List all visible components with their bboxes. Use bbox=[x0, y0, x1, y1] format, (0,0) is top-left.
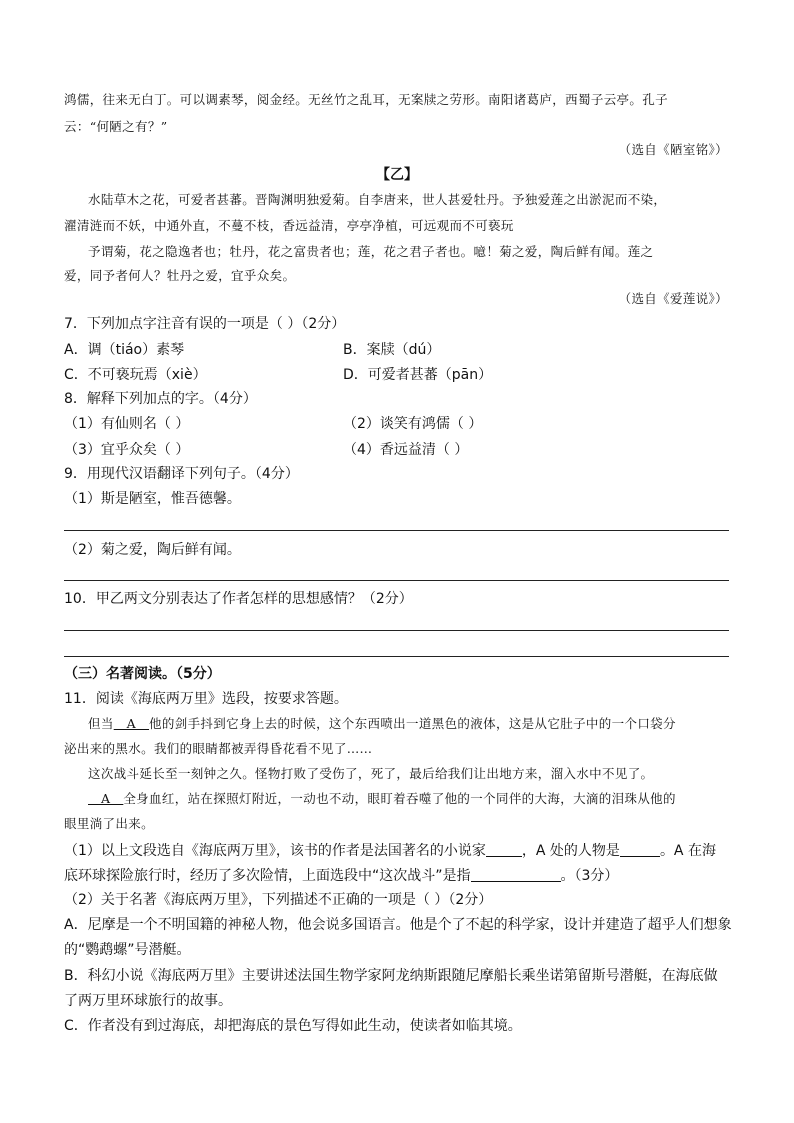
q11-excerpt-p3 bbox=[88, 793, 676, 806]
q8-item-1: （1）有仙则名（ ） bbox=[64, 416, 190, 432]
q9-item-1: （1）斯是陋室，惟吾德馨。 bbox=[64, 491, 241, 507]
q11-excerpt-p2: 这次战斗延长至一刻钟之久。怪物打败了受伤了，死了，最后给我们让出地方来，溜入水中不见了。 bbox=[88, 766, 654, 781]
q11-sub1-text-c: 。A 在海 bbox=[659, 843, 716, 859]
q11-excerpt-blank-a-1: A bbox=[113, 716, 150, 731]
q9-answer-line-1[interactable] bbox=[64, 530, 729, 531]
q11-option-b-line1: B．科幻小说《海底两万里》主要讲述法国生物学家阿龙纳斯跟随尼摩船长乘坐诺第留斯号潜艇，在海底做 bbox=[64, 968, 718, 984]
person-a-blank[interactable] bbox=[620, 842, 660, 857]
yi-line-3: 予谓菊，花之隐逸者也；牡丹，花之富贵者也；莲，花之君子者也。噫！菊之爱，陶后鲜有闻。莲之 bbox=[88, 244, 654, 259]
q11-excerpt-p1-post: 他的剑手抖到它身上去的时候，这个东西喷出一道黑色的液体，这是从它肚子中的一个口袋分 bbox=[149, 716, 676, 731]
jia-source: （选自《陋室铭》） bbox=[618, 142, 728, 157]
q11-excerpt-p1-line2: 泌出来的黑水。我们的眼睛都被弄得昏花看不见了…… bbox=[64, 741, 373, 756]
yi-line-2: 濯清涟而不妖，中通外直，不蔓不枝，香远益清，亭亭净植，可远观而不可亵玩 bbox=[64, 218, 514, 233]
q11-sub1-text-e: 。（3分） bbox=[560, 868, 619, 884]
q8-item-3: （3）宜乎众矣（ ） bbox=[64, 442, 190, 458]
q9-item-2: （2）菊之爱，陶后鲜有闻。 bbox=[64, 542, 241, 558]
q8-item-4: （4）香远益清（ ） bbox=[343, 442, 469, 458]
q11-option-a-line2: 的“鹦鹉螺”号潜艇。 bbox=[64, 942, 191, 958]
q11-option-b-line2: 了两万里环球旅行的故事。 bbox=[64, 993, 232, 1009]
jia-line-2: 云：“何陋之有？” bbox=[64, 119, 168, 134]
q7-option-b: B．案牍（dú） bbox=[343, 342, 441, 358]
q11-sub1-line1 bbox=[64, 842, 716, 858]
yi-line-1: 水陆草木之花，可爱者甚蕃。晋陶渊明独爱菊。自李唐来，世人甚爱牡丹。予独爱莲之出淤泥而不染， bbox=[88, 192, 667, 207]
q7-option-d: D．可爱者甚蕃（pān） bbox=[343, 367, 493, 383]
yi-line-4: 爱，同予者何人？牡丹之爱，宜乎众矣。 bbox=[64, 268, 296, 283]
q11-option-c: C．作者没有到过海底，却把海底的景色写得如此生动，使读者如临其境。 bbox=[64, 1018, 522, 1034]
q10-stem: 10．甲乙两文分别表达了作者怎样的思想感情？（2分） bbox=[64, 591, 413, 607]
q11-excerpt-blank-a-2: A bbox=[88, 791, 124, 806]
q11-stem: 11．阅读《海底两万里》选段，按要求答题。 bbox=[64, 691, 348, 707]
author-blank[interactable] bbox=[486, 842, 522, 857]
q8-stem: 8．解释下列加点的字。（4分） bbox=[64, 391, 257, 407]
q11-option-a-line1: A．尼摩是一个不明国籍的神秘人物，他会说多国语言。他是个了不起的科学家，设计并建造了超乎人们想象 bbox=[64, 917, 732, 933]
q11-sub1-line2 bbox=[64, 867, 618, 883]
q9-stem: 9．用现代汉语翻译下列句子。（4分） bbox=[64, 466, 299, 482]
battle-blank[interactable] bbox=[471, 867, 561, 882]
q9-answer-line-2[interactable] bbox=[64, 580, 729, 581]
q10-answer-line-2[interactable] bbox=[64, 656, 729, 657]
q7-option-a: A．调（tiáo）素琴 bbox=[64, 342, 185, 358]
q7-stem: 7．下列加点字注音有误的一项是（ ）（2分） bbox=[64, 316, 346, 332]
q11-sub1-text-d: 底环球探险旅行时，经历了多次险情，上面选段中“这次战斗”是指 bbox=[64, 868, 471, 884]
q10-answer-line-1[interactable] bbox=[64, 630, 729, 631]
yi-heading: 【乙】 bbox=[376, 167, 418, 183]
q11-excerpt-p1 bbox=[88, 718, 676, 731]
q11-excerpt-p3-line2: 眼里淌了出来。 bbox=[64, 816, 154, 831]
section3-heading: （三）名著阅读。（5分） bbox=[64, 666, 221, 682]
yi-source: （选自《爱莲说》） bbox=[618, 291, 728, 306]
q11-sub1-text-b: ，A 处的人物是 bbox=[521, 843, 620, 859]
q11-excerpt-p1-pre: 但当 bbox=[88, 716, 114, 731]
q8-item-2: （2）谈笑有鸿儒（ ） bbox=[343, 416, 483, 432]
q11-sub1-text-a: （1）以上文段选自《海底两万里》，该书的作者是法国著名的小说家 bbox=[64, 843, 486, 859]
q7-option-c: C．不可亵玩焉（xiè） bbox=[64, 367, 207, 383]
q11-sub2-stem: （2）关于名著《海底两万里》，下列描述不正确的一项是（ ）（2分） bbox=[64, 892, 493, 908]
jia-line-1: 鸿儒，往来无白丁。可以调素琴，阅金经。无丝竹之乱耳，无案牍之劳形。南阳诸葛庐，西蜀子云亭。孔子 bbox=[64, 92, 668, 107]
q11-excerpt-p3-post: 全身血红，站在探照灯附近，一动也不动，眼盯着吞噬了他的一个同伴的大海，大滴的泪珠从他的 bbox=[123, 791, 676, 806]
